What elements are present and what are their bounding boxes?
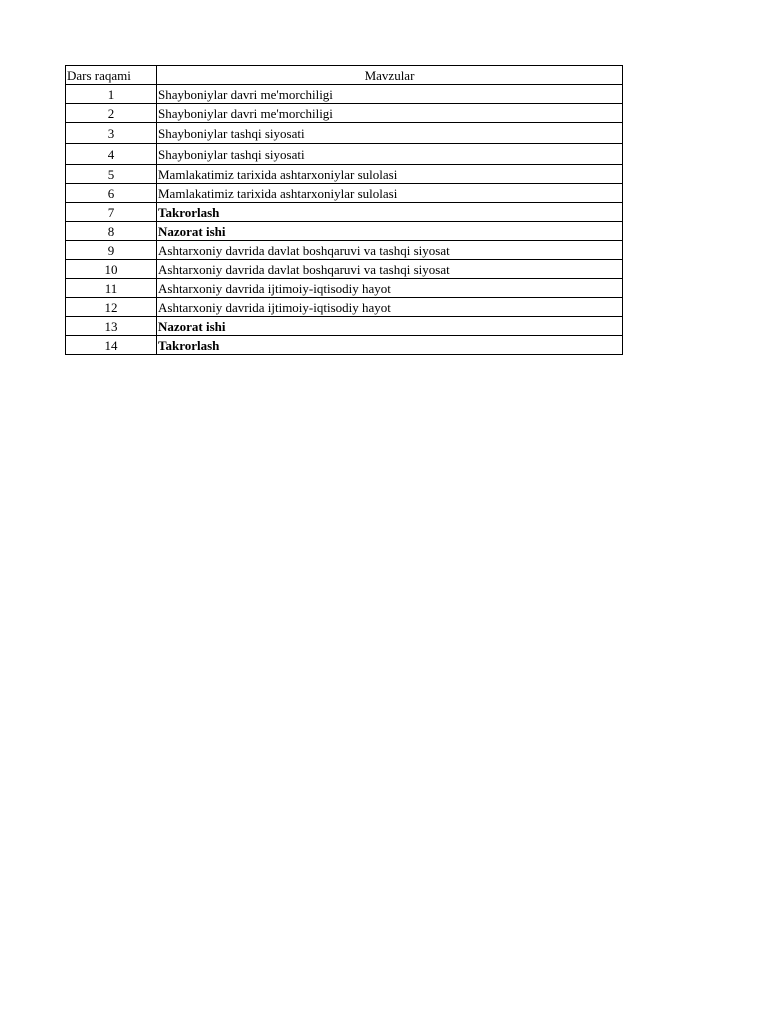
lesson-topic-cell: Ashtarxoniy davrida ijtimoiy-iqtisodiy hayot bbox=[157, 298, 623, 317]
lesson-topic-cell: Shayboniylar tashqi siyosati bbox=[157, 144, 623, 165]
table-row bbox=[66, 279, 623, 298]
table-row bbox=[66, 203, 623, 222]
table-row bbox=[66, 144, 623, 165]
table-row bbox=[66, 85, 623, 104]
header-lesson-number: Dars raqami bbox=[66, 66, 157, 85]
lesson-number-cell: 12 bbox=[66, 298, 157, 317]
table-row bbox=[66, 336, 623, 355]
lesson-table bbox=[65, 65, 623, 355]
lesson-number-cell: 14 bbox=[66, 336, 157, 355]
lesson-topic-cell: Ashtarxoniy davrida davlat boshqaruvi va tashqi siyosat bbox=[157, 260, 623, 279]
lesson-topic-cell: Shayboniylar davri me'morchiligi bbox=[157, 104, 623, 123]
lesson-number-cell: 6 bbox=[66, 184, 157, 203]
table-row bbox=[66, 104, 623, 123]
table-row bbox=[66, 260, 623, 279]
lesson-number-cell: 13 bbox=[66, 317, 157, 336]
lesson-topic-cell: Takrorlash bbox=[157, 203, 623, 222]
lesson-topic-cell: Ashtarxoniy davrida davlat boshqaruvi va tashqi siyosat bbox=[157, 241, 623, 260]
table-row bbox=[66, 298, 623, 317]
lesson-topic-cell: Mamlakatimiz tarixida ashtarxoniylar sulolasi bbox=[157, 184, 623, 203]
table-row bbox=[66, 222, 623, 241]
table-row bbox=[66, 317, 623, 336]
lesson-number-cell: 5 bbox=[66, 165, 157, 184]
lesson-topic-cell: Mamlakatimiz tarixida ashtarxoniylar sulolasi bbox=[157, 165, 623, 184]
lesson-number-cell: 7 bbox=[66, 203, 157, 222]
lesson-number-cell: 4 bbox=[66, 144, 157, 165]
lesson-topic-cell: Ashtarxoniy davrida ijtimoiy-iqtisodiy hayot bbox=[157, 279, 623, 298]
lesson-topic-cell: Nazorat ishi bbox=[157, 222, 623, 241]
lesson-topic-cell: Shayboniylar davri me'morchiligi bbox=[157, 85, 623, 104]
lesson-number-cell: 9 bbox=[66, 241, 157, 260]
lesson-number-cell: 11 bbox=[66, 279, 157, 298]
lesson-number-cell: 2 bbox=[66, 104, 157, 123]
table-row bbox=[66, 165, 623, 184]
lesson-number-cell: 1 bbox=[66, 85, 157, 104]
table-header-row bbox=[66, 66, 623, 85]
header-topics: Mavzular bbox=[157, 66, 623, 85]
lesson-number-cell: 3 bbox=[66, 123, 157, 144]
lesson-topic-cell: Nazorat ishi bbox=[157, 317, 623, 336]
table-row bbox=[66, 123, 623, 144]
lesson-number-cell: 10 bbox=[66, 260, 157, 279]
table-row bbox=[66, 184, 623, 203]
table-row bbox=[66, 241, 623, 260]
lesson-number-cell: 8 bbox=[66, 222, 157, 241]
lesson-topic-cell: Takrorlash bbox=[157, 336, 623, 355]
lesson-topic-cell: Shayboniylar tashqi siyosati bbox=[157, 123, 623, 144]
